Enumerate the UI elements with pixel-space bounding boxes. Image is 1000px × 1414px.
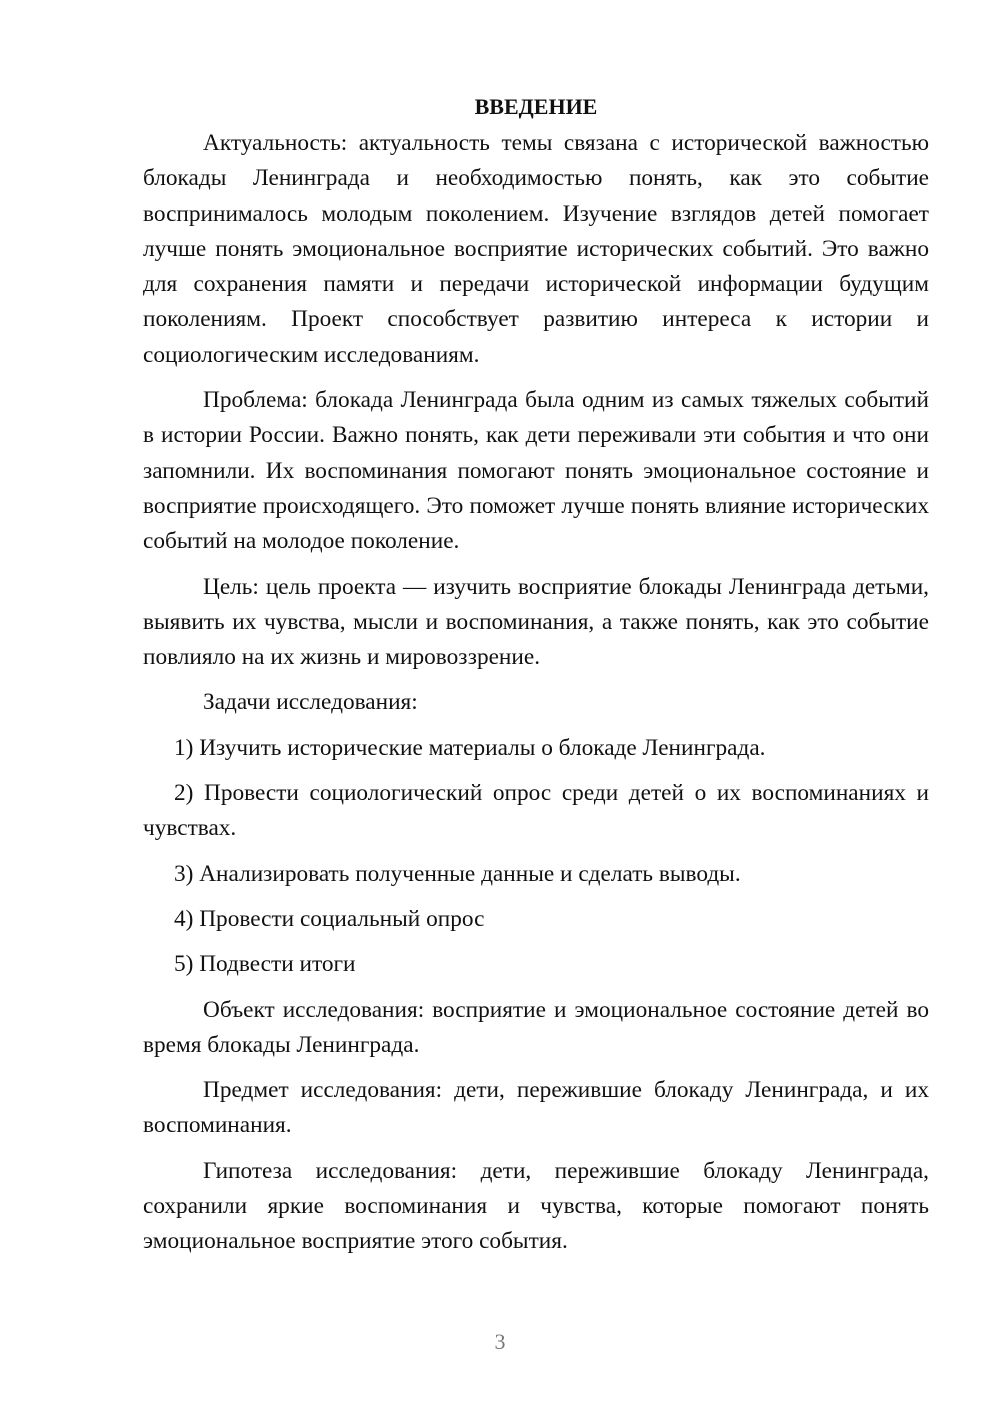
- goal-paragraph: Цель: цель проекта — изучить восприятие блокады Ленинграда детьми, выявить их чувства, мысли и воспоминания, а также понять, как это событие повлияло на их жизнь и мировоззрение.: [143, 573, 929, 671]
- relevance-paragraph: Актуальность: актуальность темы связана с исторической важностью блокады Ленинграда и необходимостью понять, как это событие воспринималось молодым поколением. Изучение взглядов детей помогает лучше понять эмоциональное восприятие исторических событий. Это важно для сохранения памяти и передачи исторической информации будущим поколениям. Проект способствует развитию интереса к истории и социологическим исследованиям.: [143, 130, 929, 368]
- hypothesis-paragraph: Гипотеза исследования: дети, пережившие блокаду Ленинграда, сохранили яркие воспоминания и чувства, которые помогают понять эмоциональное восприятие этого события.: [143, 1157, 929, 1255]
- object-paragraph: Объект исследования: восприятие и эмоциональное состояние детей во время блокады Ленинграда.: [143, 996, 929, 1058]
- task-item: 2) Провести социологический опрос среди детей о их воспоминаниях и чувствах.: [143, 780, 929, 842]
- task-item: 3) Анализировать полученные данные и сделать выводы.: [174, 860, 741, 887]
- task-item: 5) Подвести итоги: [174, 951, 356, 978]
- page-title: ВВЕДЕНИЕ: [474, 94, 598, 119]
- problem-paragraph: Проблема: блокада Ленинграда была одним из самых тяжелых событий в истории России. Важно понять, как дети переживали эти события и что они запомнили. Их воспоминания помогают понять эмоциональное состояние и восприятие происходящего. Это поможет лучше понять влияние исторических событий на молодое поколение.: [143, 387, 929, 555]
- task-item: 1) Изучить исторические материалы о блокаде Ленинграда.: [174, 734, 766, 761]
- page-number: 3: [494, 1329, 506, 1354]
- subject-paragraph: Предмет исследования: дети, пережившие блокаду Ленинграда, и их воспоминания.: [143, 1077, 929, 1139]
- page-content: [143, 92, 929, 1270]
- task-item: 4) Провести социальный опрос: [174, 905, 485, 932]
- tasks-heading: Задачи исследования:: [203, 689, 418, 716]
